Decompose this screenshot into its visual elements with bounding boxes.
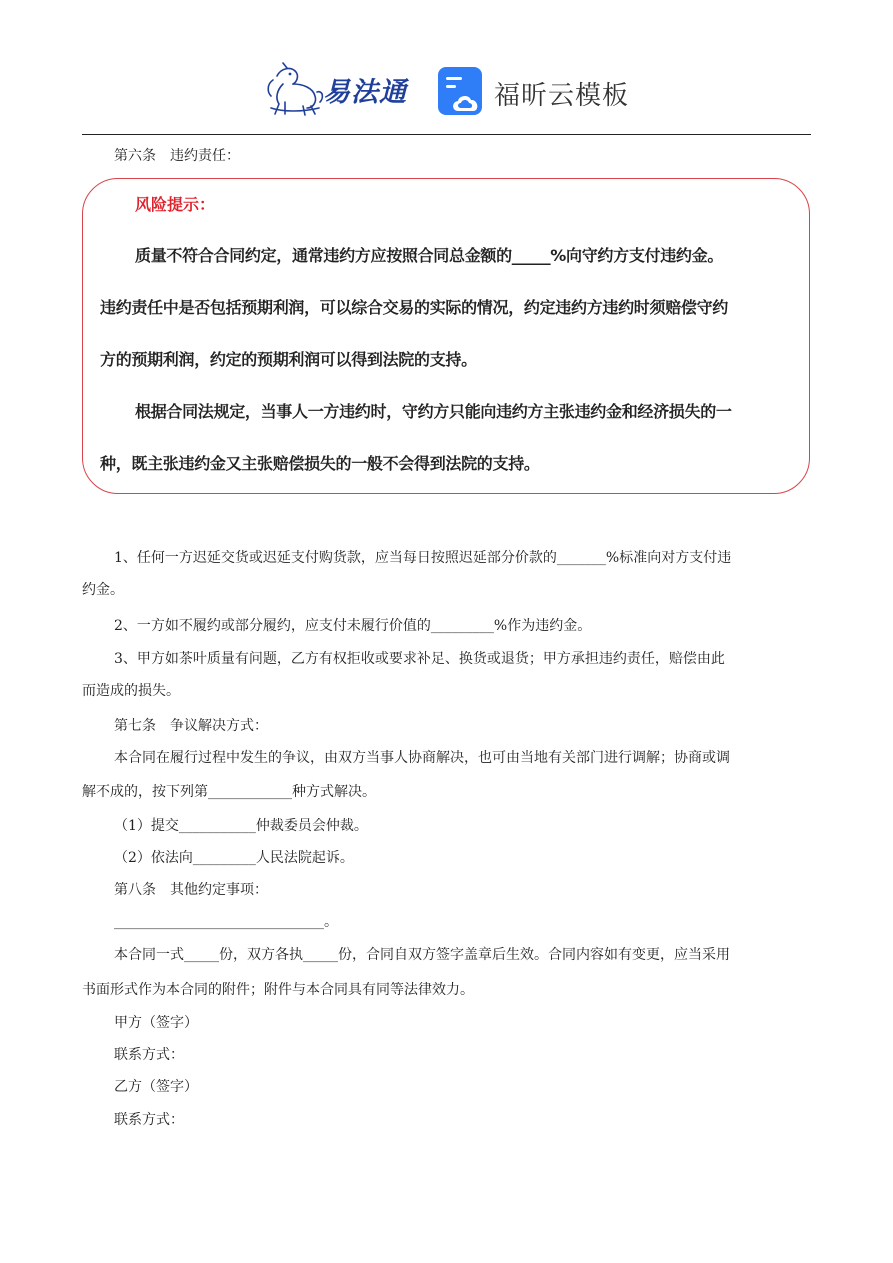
- header-divider: [82, 134, 811, 135]
- dispute-option-court: （2）依法向_________人民法院起诉。: [114, 850, 354, 866]
- clause-item-1: 1、任何一方迟延交货或迟延支付购货款，应当每日按照迟延部分价款的_______%标准向对方支付违: [114, 550, 732, 566]
- party-a-contact: 联系方式：: [114, 1047, 184, 1063]
- risk-line: 质量不符合合同约定，通常违约方应按照合同总金额的_____%向守约方支付违约金。: [135, 246, 724, 265]
- foxit-template-logo: [436, 65, 636, 117]
- article8-title: 第八条 其他约定事项：: [114, 882, 268, 898]
- risk-notice-title: 风险提示：: [135, 195, 216, 214]
- risk-line: 种，既主张违约金又主张赔偿损失的一般不会得到法院的支持。: [100, 454, 540, 473]
- clause-item-1-cont: 约金。: [82, 582, 124, 598]
- cloud-document-icon: [436, 65, 488, 117]
- yifatong-logo: [263, 62, 413, 118]
- article7-text-cont: 解不成的，按下列第____________种方式解决。: [82, 784, 376, 800]
- article6-title: 第六条 违约责任：: [114, 148, 240, 164]
- clause-item-2: 2、一方如不履约或部分履约，应支付未履行价值的_________%作为违约金。: [114, 618, 592, 634]
- dispute-option-arbitration: （1）提交___________仲裁委员会仲裁。: [114, 818, 368, 834]
- copies-clause: 本合同一式_____份，双方各执_____份，合同自双方签字盖章后生效。合同内容如有变更，应当采用: [114, 947, 730, 963]
- header: [0, 58, 893, 122]
- article7-text: 本合同在履行过程中发生的争议，由双方当事人协商解决，也可由当地有关部门进行调解；协商或调: [114, 750, 730, 766]
- clause-item-3-cont: 而造成的损失。: [82, 683, 180, 699]
- unicorn-icon: [263, 62, 325, 118]
- risk-line: 违约责任中是否包括预期利润，可以综合交易的实际的情况，约定违约方违约时须赔偿守约: [100, 298, 729, 317]
- copies-clause-cont: 书面形式作为本合同的附件；附件与本合同具有同等法律效力。: [82, 982, 474, 998]
- risk-notice-box: [82, 178, 810, 494]
- clause-item-3: 3、甲方如茶叶质量有问题，乙方有权拒收或要求补足、换货或退货；甲方承担违约责任，赔偿由此: [114, 651, 725, 667]
- article7-title: 第七条 争议解决方式：: [114, 718, 268, 734]
- yifatong-logo-text: 易法通: [323, 77, 407, 108]
- article8-blank: ______________________________。: [114, 914, 338, 930]
- risk-line: 方的预期利润，约定的预期利润可以得到法院的支持。: [100, 350, 477, 369]
- party-b-contact: 联系方式：: [114, 1112, 184, 1128]
- risk-line: 根据合同法规定，当事人一方违约时，守约方只能向违约方主张违约金和经济损失的一: [135, 402, 732, 421]
- foxit-template-logo-text: 福昕云模板: [494, 81, 630, 111]
- party-b-signature: 乙方（签字）: [114, 1079, 198, 1095]
- party-a-signature: 甲方（签字）: [114, 1015, 198, 1031]
